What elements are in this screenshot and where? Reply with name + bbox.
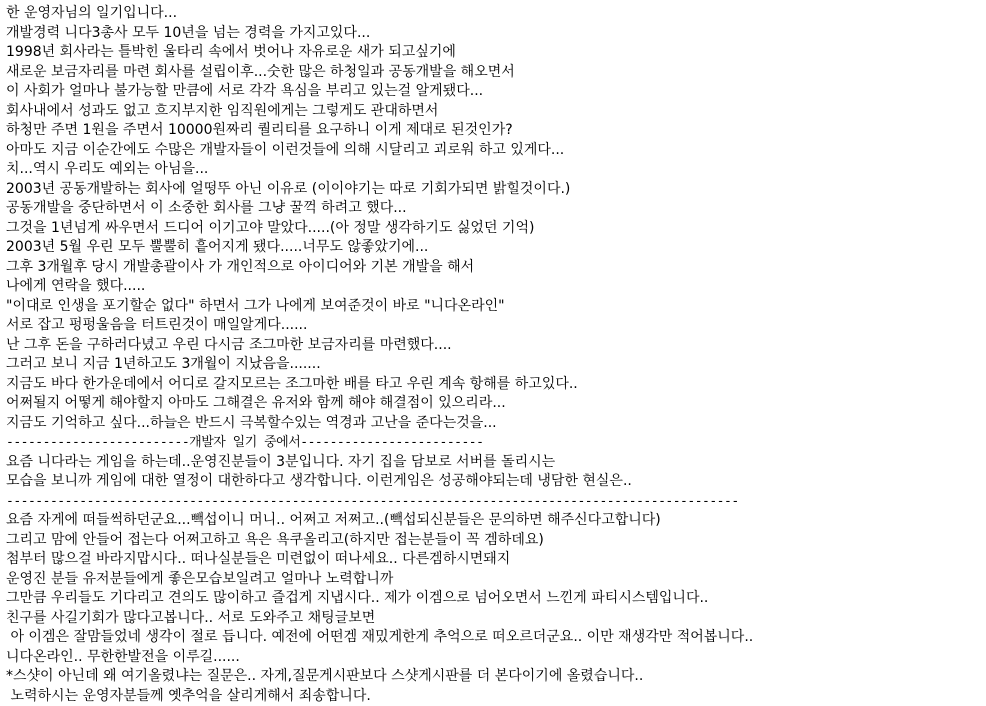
text-line: 그러고 보니 지금 1년하고도 3개월이 지났음을....... [6, 355, 980, 375]
text-line: 그것을 1년넘게 싸우면서 드디어 이기고야 말았다.....(아 정말 생각하기도 싫었던 기억) [6, 219, 980, 239]
text-line: 한 운영자님의 일기입니다... [6, 4, 980, 24]
text-line: 새로운 보금자리를 마련 회사를 설립이후...숫한 많은 하청일과 공동개발을 해오면서 [6, 63, 980, 83]
text-line: 하청만 주면 1원을 주면서 10000원짜리 퀄리티를 요구하니 이게 제대로 된것인가? [6, 121, 980, 141]
divider-line: -------------------------개발자 일기 중에서------------------------- [6, 433, 980, 453]
text-line: 이 사회가 얼마나 불가능할 만큼에 서로 각각 욕심을 부리고 있는걸 알게됐다... [6, 82, 980, 102]
text-line: 니다온라인.. 무한한발전을 이루길...... [6, 648, 980, 668]
text-line: 나에게 연락을 했다..... [6, 277, 980, 297]
text-line: 치...역시 우리도 예외는 아님을... [6, 160, 980, 180]
text-line: 난 그후 돈을 구하러다녔고 우린 다시금 조그마한 보금자리를 마련했다.... [6, 336, 980, 356]
text-line: 2003년 5월 우린 모두 뿔뿔히 흩어지게 됐다.....너무도 않좋았기에... [6, 238, 980, 258]
text-line: 어쩌될지 어떻게 해야할지 아마도 그해결은 유저와 함께 해야 해결점이 있으리라... [6, 394, 980, 414]
text-line: 모습을 보니까 게임에 대한 열정이 대한하다고 생각합니다. 이런게임은 성공해야되는데 냉담한 현실은.. [6, 472, 980, 492]
text-line: 요즘 니다라는 게임을 하는데..운영진분들이 3분입니다. 자기 집을 담보로 서버를 돌리시는 [6, 453, 980, 473]
text-line: 그후 3개월후 당시 개발총괄이사 가 개인적으로 아이디어와 기본 개발을 해서 [6, 258, 980, 278]
text-line: 아마도 지금 이순간에도 수많은 개발자들이 이런것들에 의해 시달리고 괴로워 하고 있게다... [6, 141, 980, 161]
text-line: "이대로 인생을 포기할순 없다" 하면서 그가 나에게 보여준것이 바로 "니다온라인" [6, 297, 980, 317]
text-line: 개발경력 니다3총사 모두 10년을 넘는 경력을 가지고있다... [6, 24, 980, 44]
text-line: 그만큼 우리들도 기다리고 견의도 많이하고 즐겁게 지냅시다.. 제가 이겜으로 넘어오면서 느낀게 파티시스템입니다.. [6, 589, 980, 609]
text-line: 아 이겜은 잘맘들었네 생각이 절로 듭니다. 예전에 어떤겜 재밌게한게 추억으로 떠오르더군요.. 이만 재생각만 적어봅니다.. [6, 628, 980, 648]
text-line: 공동개발을 중단하면서 이 소중한 회사를 그냥 꿀꺽 하려고 했다... [6, 199, 980, 219]
text-line: 노력하시는 운영자분들께 옛추억을 살리게해서 죄송합니다. [6, 687, 980, 706]
text-line: 회사내에서 성과도 없고 흐지부지한 임직원에게는 그렇게도 관대하면서 [6, 102, 980, 122]
text-line: 지금도 바다 한가운데에서 어디로 갈지모르는 조그마한 배를 타고 우린 계속 항해를 하고있다.. [6, 375, 980, 395]
text-line: 첨부터 많으걸 바라지맙시다.. 떠나실분들은 미련없이 떠나세요.. 다른겜하시면돼지 [6, 550, 980, 570]
text-line: 지금도 기억하고 싶다...하늘은 반드시 극복할수있는 역경과 고난을 준다는것을... [6, 414, 980, 434]
text-line: 그리고 맘에 안들어 접는다 어쩌고하고 욕은 욕쿠올리고(하지만 접는분들이 꼭 겜하데요) [6, 531, 980, 551]
text-line: 2003년 공동개발하는 회사에 얼떵뚜 아닌 이유로 (이이야기는 따로 기회가되면 밝힐것이다.) [6, 180, 980, 200]
text-line: 서로 잡고 펑펑울음을 터트린것이 매일알게다...... [6, 316, 980, 336]
text-line: 친구를 사길기회가 많다고봅니다.. 서로 도와주고 채팅글보면 [6, 609, 980, 629]
text-line: 1998년 회사라는 틀박힌 울타리 속에서 벗어나 자유로운 새가 되고싶기에 [6, 43, 980, 63]
text-line: 요즘 자게에 떠들썩하던군요...빽섭이니 머니.. 어쩌고 저쩌고..(빽섭되신분들은 문의하면 해주신다고합니다) [6, 511, 980, 531]
divider-line: ---------------------------------------------------------------------------------------------------- [6, 492, 980, 512]
text-line: *스샷이 아닌데 왜 여기올렸냐는 질문은.. 자게,질문게시판보다 스샷게시판를 더 본다이기에 올렸습니다.. [6, 667, 980, 687]
text-line: 운영진 분들 유저분들에게 좋은모습보일려고 얼마나 노력합니까 [6, 570, 980, 590]
